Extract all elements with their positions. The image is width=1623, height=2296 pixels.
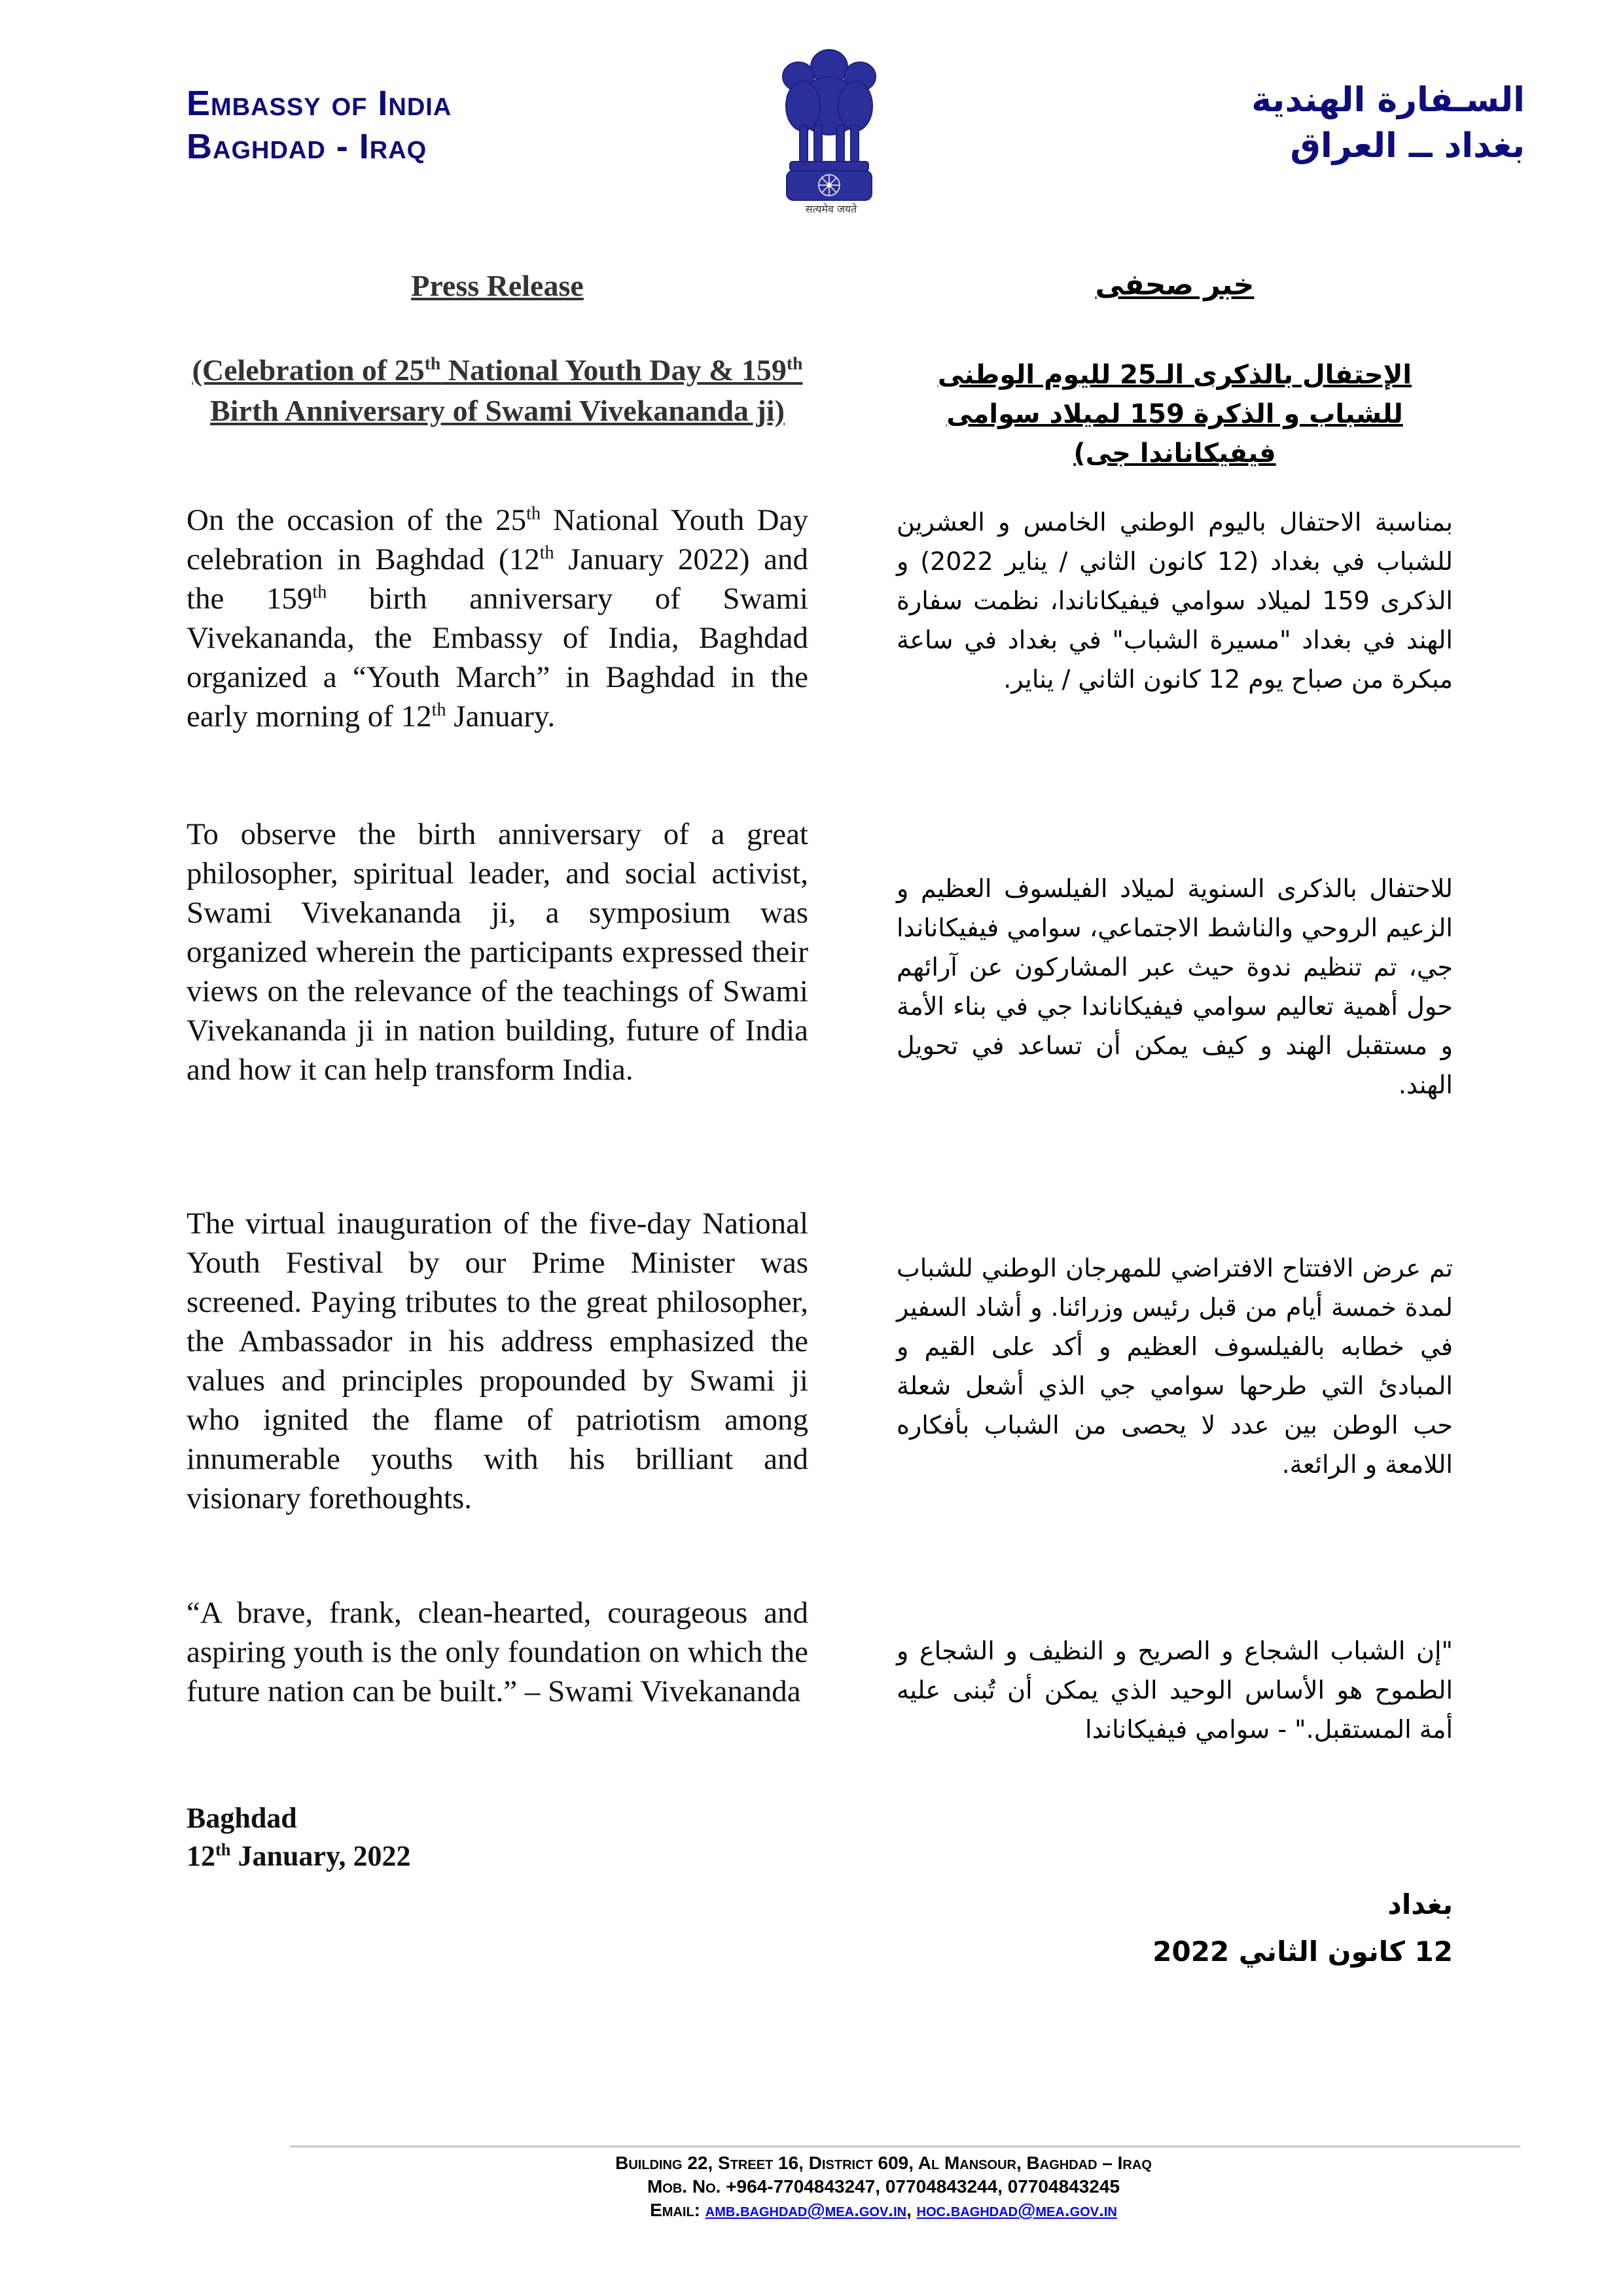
emblem-motto: सत्यमेव जयते [805, 203, 857, 215]
paragraph-text: National Youth Day celebration in Baghdad (12 [187, 503, 808, 576]
arabic-signoff-date: 12 كانون الثاني 2022 [1152, 1935, 1453, 1968]
arabic-column [897, 262, 1453, 1968]
arabic-paragraph-4-quote: "إن الشباب الشجاع و الصريح و النظيف و الشجاع و الطموح هو الأساس الوحيد الذي يمكن أن تُبنى عليه أمة المستقبل." - سوامي فيفيكاناندا [897, 1636, 1453, 1744]
press-release-subtitle [187, 350, 808, 431]
arabic-signoff [1152, 1881, 1453, 1975]
arabic-paragraph-3: تم عرض الافتتاح الافتراضي للمهرجان الوطني للشباب لمدة خمسة أيام من قبل رئيس وزرائنا. و أشاد السفير في خطابه بالفيلسوف العظيم و أكد على القيم و المبادئ التي طرحها سوامي جي الذي أشعل شعلة حب الوطن بين عدد لا يحصى من الشباب بأفكاره اللامعة و الرائعة. [897, 1254, 1453, 1479]
press-release-title: Press Release [411, 269, 584, 302]
subtitle-text: (Celebration of 25 [192, 353, 425, 387]
footer-contact [458, 2151, 1309, 2222]
email-label: Email: [650, 2200, 705, 2220]
english-column [187, 262, 808, 1872]
paragraph-text: On the occasion of the 25 [187, 503, 527, 537]
footer-phones: Mob. No. +964-7704843247, 07704843244, 07704843245 [647, 2176, 1120, 2197]
arabic-signoff-place: بغداد [1387, 1888, 1453, 1920]
ordinal-suffix: th [786, 353, 803, 374]
english-signoff [187, 1799, 411, 1875]
ordinal-suffix: th [215, 1839, 231, 1860]
ordinal-suffix: th [424, 353, 441, 374]
english-paragraph-2: To observe the birth anniversary of a great philosopher, spiritual leader, and social activist, Swami Vivekananda ji, a symposium was organized wherein the participants expressed their views on the relevance of the teachings of Swami Vivekananda ji in nation building, future of India and how it can help transform India. [187, 817, 808, 1087]
ordinal-suffix: th [312, 582, 327, 603]
arabic-subtitle: الإحتفال بالذكرى الـ25 لليوم الوطنى للشباب و الذكرة 159 لميلاد سوامى فيفيكاناندا جى) [937, 360, 1412, 468]
arabic-paragraph-1: بمناسبة الاحتفال باليوم الوطني الخامس و العشرين للشباب في بغداد (12 كانون الثاني / يناير 2022) و الذكرى 159 لميلاد سوامي فيفيكاناندا، نظمت سفارة الهند في بغداد "مسيرة الشباب" في بغداد في ساعة مبكرة من صباح يوم 12 كانون الثاني / يناير. [897, 508, 1453, 694]
letterhead-english-line1: Embassy of India [187, 84, 452, 123]
date-rest: January, 2022 [230, 1840, 411, 1872]
date-day: 12 [187, 1840, 215, 1872]
english-paragraph-4-quote: “A brave, frank, clean-hearted, courageous and aspiring youth is the only foundation on which the future nation can be built.” – Swami Vivekananda [187, 1596, 808, 1708]
email-link-ambassador[interactable]: amb.baghdad@mea.gov.in [705, 2200, 907, 2220]
ordinal-suffix: th [526, 503, 541, 524]
email-link-hoc[interactable]: hoc.baghdad@mea.gov.in [916, 2200, 1117, 2220]
paragraph-text: birth anniversary of Swami Vivekananda, the Embassy of India, Baghdad organized a “Youth March” in Baghdad in the early morning of 12 [187, 582, 808, 733]
signoff-date [187, 1837, 411, 1875]
footer-email-line [458, 2199, 1309, 2222]
english-paragraph-1 [187, 501, 808, 736]
ordinal-suffix: th [431, 699, 446, 720]
letterhead-english-line2: Baghdad - Iraq [187, 127, 427, 166]
english-paragraph-3: The virtual inauguration of the five-day National Youth Festival by our Prime Minister was screened. Paying tributes to the great philosopher, the Ambassador in his address emphasized the values and principles propounded by Swami ji who ignited the flame of patriotism among innumerable youths with his brilliant and visionary forethoughts. [187, 1207, 808, 1515]
footer-address: Building 22, Street 16, District 609, Al Mansour, Baghdad – Iraq [615, 2153, 1152, 2173]
letterhead-english [187, 82, 452, 168]
letterhead-arabic [1251, 77, 1525, 169]
letterhead-arabic-line2: بغداد ــ العراق [1290, 126, 1525, 166]
ordinal-suffix: th [539, 542, 554, 563]
email-separator: , [906, 2200, 917, 2220]
arabic-paragraph-2: للاحتفال بالذكرى السنوية لميلاد الفيلسوف العظيم و الزعيم الروحي والناشط الاجتماعي، سوامي فيفيكاناندا جي، تم تنظيم ندوة حيث عبر المشاركون عن آرائهم حول أهمية تعاليم سوامي فيفيكاناندا جي في بناء الأمة و مستقبل الهند و كيف يمكن أن تساعد في تحويل الهند. [897, 874, 1453, 1099]
subtitle-text: Birth Anniversary of Swami Vivekananda ji) [210, 394, 785, 427]
arabic-title: خبر صحفى [1095, 268, 1255, 302]
subtitle-text: National Youth Day & 159 [440, 353, 787, 387]
letterhead-arabic-line1: السـفارة الهندية [1251, 80, 1525, 120]
national-emblem-icon [774, 41, 885, 217]
paragraph-text: January 2022) and the 159 [187, 542, 808, 616]
footer-divider [290, 2146, 1520, 2147]
paragraph-text: January. [446, 699, 556, 733]
signoff-place: Baghdad [187, 1802, 297, 1834]
